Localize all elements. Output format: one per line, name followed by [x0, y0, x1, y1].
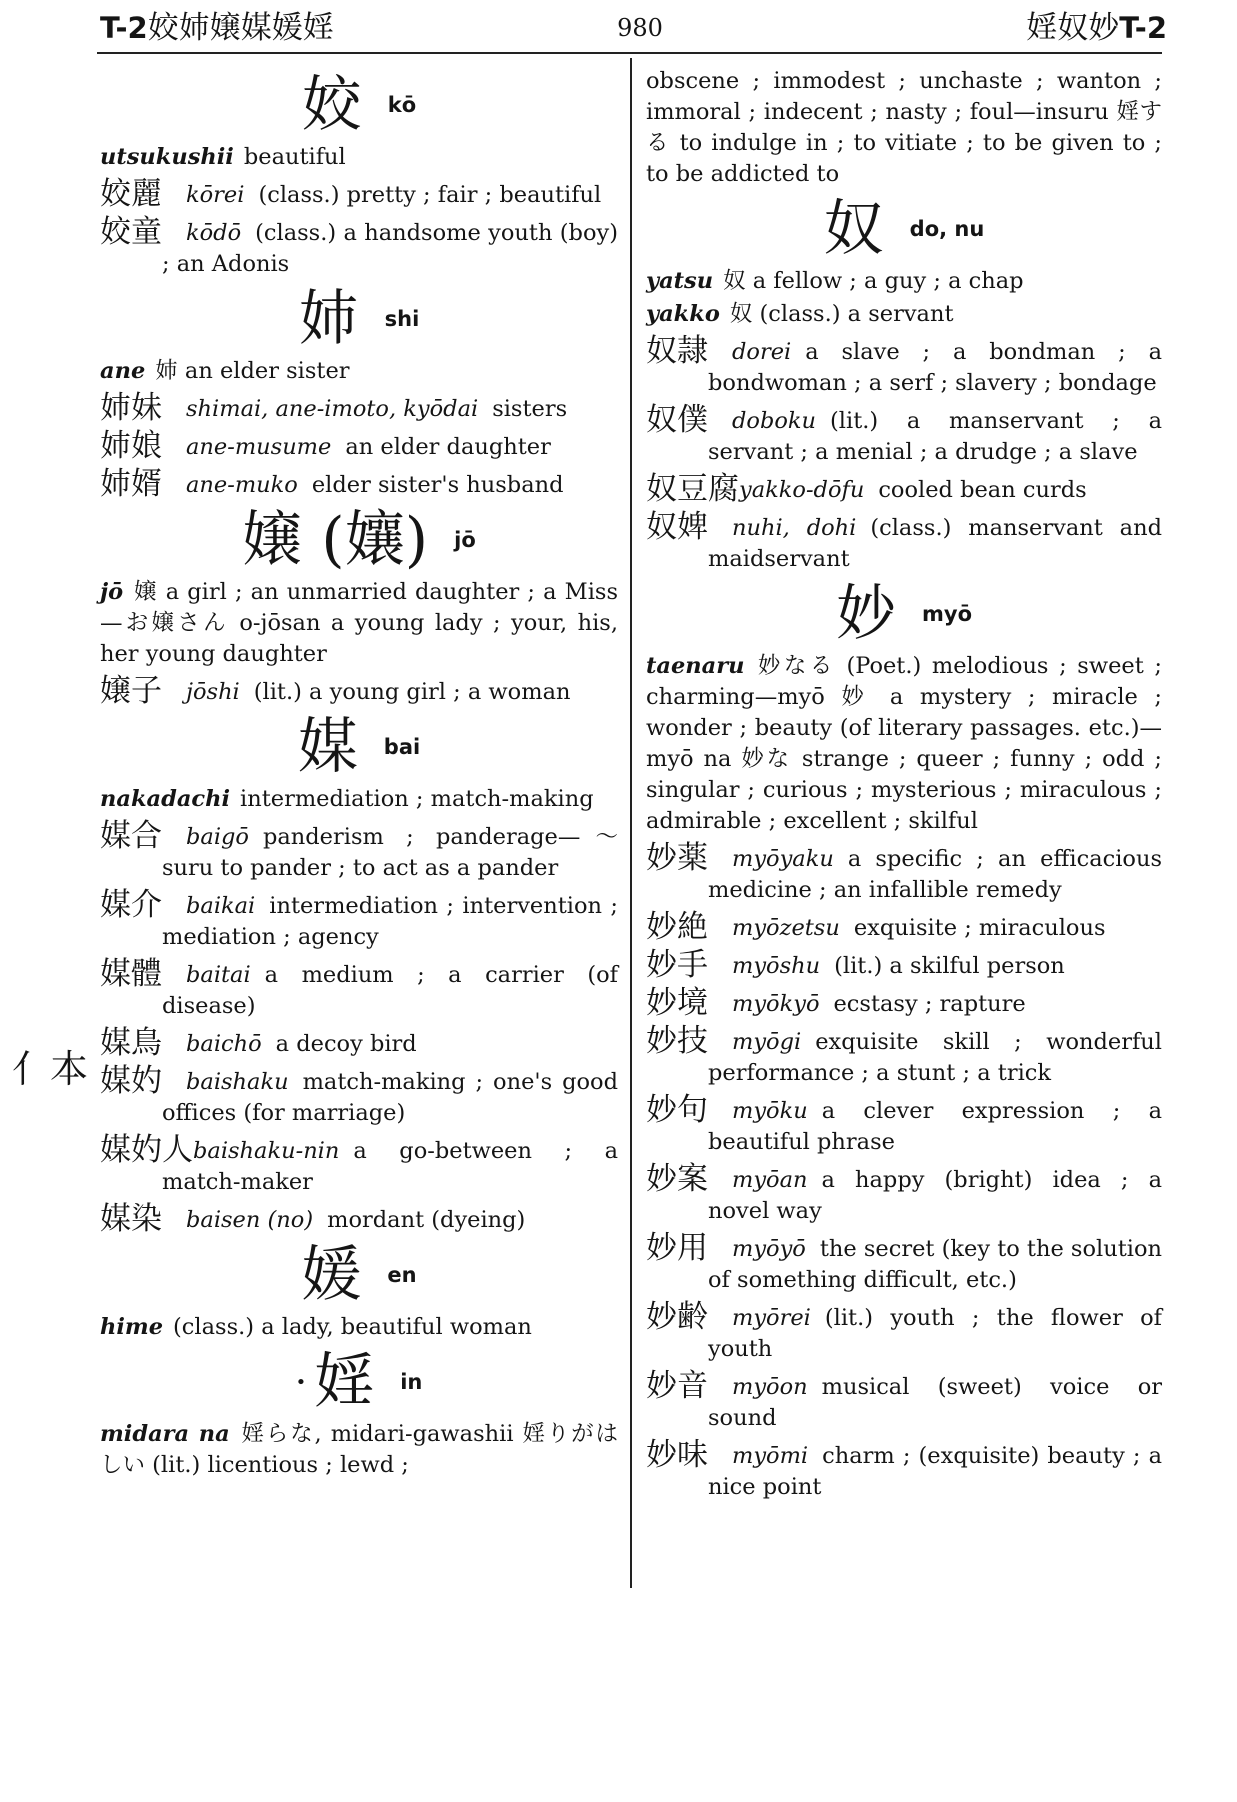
compound-entry	[646, 985, 1162, 1021]
column-divider	[630, 58, 632, 1588]
compound-entry	[100, 1201, 618, 1237]
definition-text: beautiful	[243, 144, 346, 170]
definition	[646, 651, 1162, 837]
compound-reading: myōku	[732, 1098, 808, 1124]
compound-definition: sisters	[492, 396, 568, 422]
headword-kanji: 奴	[823, 194, 884, 264]
compound-entry	[646, 402, 1162, 468]
compound-reading: nuhi, dohi	[732, 515, 857, 541]
compound-reading: myōyaku	[732, 846, 834, 872]
definition-word: midara na	[100, 1421, 230, 1447]
compound-kanji: 奴婢	[646, 509, 708, 545]
compound-entry	[646, 840, 1162, 906]
headword-reading: kō	[387, 92, 417, 117]
compound-kanji: 妙薬	[646, 840, 708, 876]
compound-kanji: 妙味	[646, 1437, 708, 1473]
compound-definition: a go-between ; a match-maker	[162, 1138, 618, 1195]
definition-word: utsukushii	[100, 144, 234, 170]
compound-entry	[100, 673, 618, 709]
compound-reading: dorei	[732, 339, 792, 365]
compound-kanji: 妙案	[646, 1161, 708, 1197]
compound-reading: baitai	[186, 962, 251, 988]
compound-kanji: 妙手	[646, 947, 708, 983]
compound-kanji: 姣童	[100, 214, 162, 250]
headword	[100, 1349, 618, 1415]
compound-definition: a decoy bird	[275, 1031, 417, 1057]
entry-marker: •	[295, 1371, 307, 1393]
compound-entry	[646, 471, 1162, 507]
compound-reading: myōan	[732, 1167, 808, 1193]
compound-entry	[646, 1023, 1162, 1089]
compound-entry	[100, 1132, 618, 1198]
running-header-left	[100, 6, 334, 50]
compound-reading: baigō	[186, 824, 249, 850]
header-kanji-right: 婬奴妙	[1026, 10, 1120, 46]
compound-entry	[100, 818, 618, 884]
headword	[100, 286, 618, 352]
compound-kanji: 妙境	[646, 985, 708, 1021]
compound-reading: jōshi	[186, 679, 240, 705]
compound-kanji: 媒合	[100, 818, 162, 854]
headword	[100, 714, 618, 780]
definition	[100, 1312, 618, 1343]
headword-reading: myō	[922, 601, 972, 626]
compound-reading: myōmi	[732, 1443, 809, 1469]
compound-entry	[100, 1063, 618, 1129]
compound-definition: (lit.) youth ; the flower of youth	[708, 1305, 1162, 1362]
headword-kanji: 婬	[314, 1347, 375, 1417]
compound-reading: myōshu	[732, 953, 821, 979]
compound-definition: exquisite skill ; wonderful performance ; a stunt ; a trick	[708, 1029, 1162, 1086]
definition	[100, 142, 618, 173]
compound-definition: (lit.) a skilful person	[834, 953, 1065, 979]
header-rule	[97, 52, 1162, 54]
section-code-left: T-2	[100, 11, 148, 45]
compound-entry	[646, 509, 1162, 575]
definition-word: ane	[100, 358, 146, 384]
compound-reading: shimai, ane-imoto, kyōdai	[186, 396, 479, 422]
compound-definition: a medium ; a carrier (of disease)	[162, 962, 618, 1019]
compound-reading: myōon	[732, 1374, 808, 1400]
compound-definition: a clever expression ; a beautiful phrase	[708, 1098, 1162, 1155]
compound-kanji: 媒鳥	[100, 1025, 162, 1061]
page-number: 980	[617, 14, 663, 42]
compound-entry	[646, 1092, 1162, 1158]
definition-text: 姉 an elder sister	[155, 358, 350, 384]
compound-entry	[100, 956, 618, 1022]
definition-text: 妙なる (Poet.) melodious ; sweet ; charming—myō 妙 a mystery ; miracle ; wonder ; beauty (of literary passages. etc.)—myō na 妙な strange ; queer ; funny ; odd ; singular ; curious ; mysterious ; miraculous ; admirable ; excellent ; skilful	[646, 653, 1162, 834]
compound-entry	[646, 333, 1162, 399]
compound-definition: an elder daughter	[345, 434, 551, 460]
definition-word: jō	[100, 579, 124, 605]
definition	[646, 299, 1162, 330]
compound-reading: ane-muko	[186, 472, 298, 498]
compound-entry	[646, 1368, 1162, 1434]
compound-reading: baisen (no)	[186, 1207, 314, 1233]
compound-definition: a specific ; an efficacious medicine ; an infallible remedy	[708, 846, 1162, 903]
definition-word: nakadachi	[100, 786, 231, 812]
compound-reading: myōkyō	[732, 991, 820, 1017]
compound-definition: musical (sweet) voice or sound	[708, 1374, 1162, 1431]
compound-definition: (class.) a handsome youth (boy) ; an Adonis	[162, 220, 618, 277]
definition-text: intermediation ; match-making	[240, 786, 594, 812]
headword-reading: shi	[384, 306, 420, 331]
compound-reading: myōrei	[732, 1305, 811, 1331]
continuation-text: obscene ; immodest ; unchaste ; wanton ; immoral ; indecent ; nasty ; foul—insuru 婬する to indulge in ; to vitiate ; to be given to ; to be addicted to	[646, 68, 1162, 187]
headword-reading: jō	[454, 527, 476, 552]
compound-kanji: 姉妹	[100, 390, 162, 426]
definition-word: taenaru	[646, 653, 745, 679]
definition-text: 奴 (class.) a servant	[729, 301, 954, 327]
compound-definition: (lit.) a young girl ; a woman	[253, 679, 571, 705]
running-header-right	[1026, 6, 1167, 50]
headword	[100, 507, 618, 573]
definition-word: hime	[100, 1314, 164, 1340]
compound-kanji: 妙句	[646, 1092, 708, 1128]
compound-kanji: 奴隷	[646, 333, 708, 369]
compound-definition: ecstasy ; rapture	[833, 991, 1026, 1017]
compound-definition: cooled bean curds	[878, 477, 1087, 503]
compound-reading: ane-musume	[186, 434, 332, 460]
compound-definition: charm ; (exquisite) beauty ; a nice point	[708, 1443, 1162, 1500]
compound-kanji: 媒介	[100, 887, 162, 923]
compound-kanji: 姣麗	[100, 176, 162, 212]
margin-annotation: 亻本	[12, 1047, 89, 1091]
headword-kanji: 嬢 (孃)	[242, 505, 429, 575]
compound-kanji: 妙用	[646, 1230, 708, 1266]
compound-definition: a slave ; a bondman ; a bondwoman ; a serf ; slavery ; bondage	[708, 339, 1162, 396]
compound-entry	[100, 176, 618, 212]
compound-kanji: 媒妁	[100, 1063, 162, 1099]
headword-kanji: 姣	[301, 70, 362, 140]
compound-definition: a happy (bright) idea ; a novel way	[708, 1167, 1162, 1224]
compound-kanji: 奴僕	[646, 402, 708, 438]
compound-kanji: 媒染	[100, 1201, 162, 1237]
headword-kanji: 媒	[297, 712, 358, 782]
compound-entry	[100, 390, 618, 426]
compound-entry	[646, 909, 1162, 945]
compound-kanji: 妙絶	[646, 909, 708, 945]
compound-entry	[100, 428, 618, 464]
compound-reading: baishaku-nin	[193, 1138, 340, 1164]
compound-kanji: 嬢子	[100, 673, 162, 709]
compound-entry	[646, 1161, 1162, 1227]
compound-entry	[100, 214, 618, 280]
compound-definition: (class.) pretty ; fair ; beautiful	[258, 182, 602, 208]
compound-reading: kōdō	[186, 220, 242, 246]
compound-reading: baishaku	[186, 1069, 289, 1095]
compound-definition: elder sister's husband	[311, 472, 564, 498]
definition-text: 奴 a fellow ; a guy ; a chap	[723, 268, 1024, 294]
right-column	[646, 66, 1162, 1509]
headword-kanji: 姉	[298, 284, 359, 354]
compound-entry	[646, 1230, 1162, 1296]
definition	[100, 1419, 618, 1481]
compound-definition: intermediation ; intervention ; mediation ; agency	[162, 893, 618, 950]
compound-entry	[100, 1025, 618, 1061]
compound-kanji: 妙音	[646, 1368, 708, 1404]
definition	[100, 577, 618, 670]
compound-definition: (lit.) a manservant ; a servant ; a menial ; a drudge ; a slave	[708, 408, 1162, 465]
section-code-right: T-2	[1119, 11, 1167, 45]
compound-entry	[100, 466, 618, 502]
headword-reading: bai	[383, 734, 421, 759]
compound-kanji: 媒體	[100, 956, 162, 992]
compound-kanji: 姉娘	[100, 428, 162, 464]
compound-entry	[646, 1299, 1162, 1365]
definition-word: yakko	[646, 301, 720, 327]
compound-definition: match-making ; one's good offices (for marriage)	[162, 1069, 618, 1126]
headword	[646, 581, 1162, 647]
compound-kanji: 媒妁人	[100, 1132, 193, 1168]
headword	[100, 72, 618, 138]
headword	[646, 196, 1162, 262]
compound-reading: myōgi	[732, 1029, 802, 1055]
compound-reading: baichō	[186, 1031, 262, 1057]
compound-definition: mordant (dyeing)	[327, 1207, 526, 1233]
compound-definition: the secret (key to the solution of something difficult, etc.)	[708, 1236, 1162, 1293]
compound-entry	[646, 947, 1162, 983]
compound-entry	[100, 887, 618, 953]
definition	[100, 356, 618, 387]
definition	[646, 266, 1162, 297]
compound-kanji: 姉婿	[100, 466, 162, 502]
compound-reading: kōrei	[186, 182, 245, 208]
compound-reading: yakko-dōfu	[739, 477, 865, 503]
compound-reading: baikai	[186, 893, 256, 919]
definition-text: 嬢 a girl ; an unmarried daughter ; a Miss—お嬢さん o-jōsan a young lady ; your, his, her young daughter	[100, 579, 618, 667]
definition-text: (class.) a lady, beautiful woman	[173, 1314, 532, 1340]
headword-kanji: 媛	[301, 1240, 362, 1310]
headword-reading: in	[400, 1369, 423, 1394]
compound-kanji: 奴豆腐	[646, 471, 739, 507]
headword-kanji: 妙	[836, 579, 896, 649]
compound-reading: myōyō	[732, 1236, 806, 1262]
compound-kanji: 妙齢	[646, 1299, 708, 1335]
compound-kanji: 妙技	[646, 1023, 708, 1059]
headword-reading: en	[387, 1262, 417, 1287]
definition-word: yatsu	[646, 268, 714, 294]
definition-text: 婬らな, midari-gawashii 婬りがはしい (lit.) licentious ; lewd ;	[100, 1421, 619, 1478]
compound-definition: exquisite ; miraculous	[853, 915, 1106, 941]
headword	[100, 1242, 618, 1308]
left-column	[100, 66, 618, 1483]
compound-definition: panderism ; panderage—～suru to pander ; to act as a pander	[162, 824, 618, 881]
compound-entry	[646, 1437, 1162, 1503]
header-kanji-left: 姣姉嬢媒媛婬	[147, 10, 334, 46]
compound-reading: myōzetsu	[732, 915, 840, 941]
compound-reading: doboku	[732, 408, 817, 434]
definition	[100, 784, 618, 815]
compound-definition: (class.) manservant and maidservant	[708, 515, 1162, 572]
headword-reading: do, nu	[909, 216, 985, 241]
